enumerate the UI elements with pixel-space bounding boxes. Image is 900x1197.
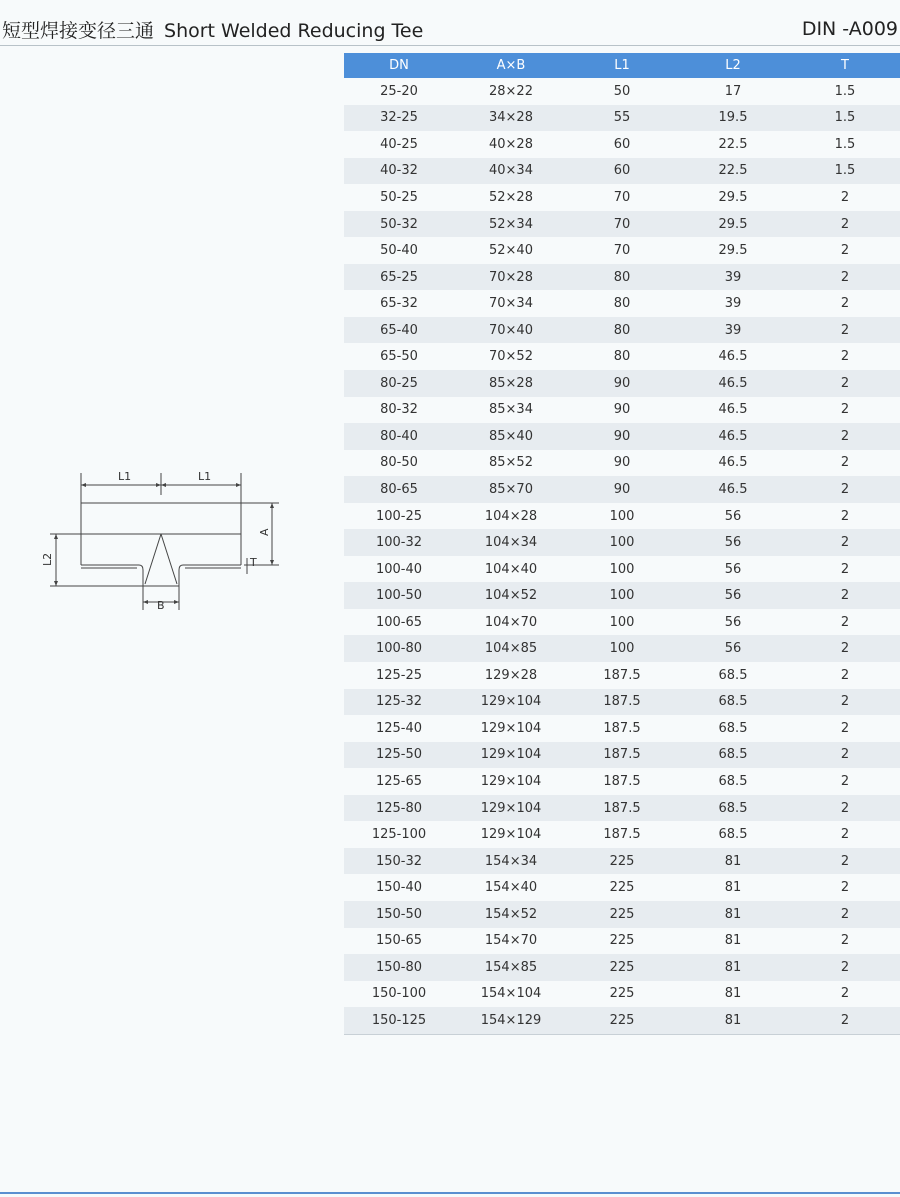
cell-t: 2: [790, 423, 900, 450]
table-row: [344, 768, 900, 795]
cell-axb: 104×70: [454, 609, 568, 636]
cell-dn: 40-25: [344, 131, 454, 158]
cell-l1: 90: [568, 423, 676, 450]
cell-l2: 19.5: [676, 105, 790, 132]
title-chinese: 短型焊接变径三通: [2, 20, 155, 42]
cell-t: 2: [790, 901, 900, 928]
cell-l2: 17: [676, 78, 790, 105]
cell-axb: 104×28: [454, 503, 568, 530]
cell-dn: 80-32: [344, 397, 454, 424]
cell-t: 1.5: [790, 158, 900, 185]
cell-l1: 187.5: [568, 715, 676, 742]
branch-weld-right: [161, 534, 177, 584]
cell-l1: 80: [568, 317, 676, 344]
cell-dn: 100-32: [344, 529, 454, 556]
cell-axb: 52×40: [454, 237, 568, 264]
cell-t: 2: [790, 1007, 900, 1034]
cell-dn: 40-32: [344, 158, 454, 185]
cell-axb: 129×104: [454, 715, 568, 742]
cell-axb: 129×104: [454, 689, 568, 716]
cell-l2: 81: [676, 874, 790, 901]
cell-axb: 154×52: [454, 901, 568, 928]
cell-dn: 125-50: [344, 742, 454, 769]
table-row: [344, 423, 900, 450]
cell-dn: 100-40: [344, 556, 454, 583]
table-row: [344, 981, 900, 1008]
cell-l1: 100: [568, 635, 676, 662]
cell-axb: 52×34: [454, 211, 568, 238]
table-row: [344, 264, 900, 291]
cell-l1: 90: [568, 370, 676, 397]
cell-axb: 85×28: [454, 370, 568, 397]
cell-t: 1.5: [790, 131, 900, 158]
cell-axb: 129×104: [454, 742, 568, 769]
table-row: [344, 662, 900, 689]
table-row: [344, 131, 900, 158]
cell-l1: 100: [568, 556, 676, 583]
cell-t: 2: [790, 874, 900, 901]
cell-axb: 52×28: [454, 184, 568, 211]
table-row: [344, 105, 900, 132]
cell-l1: 187.5: [568, 768, 676, 795]
cell-l2: 22.5: [676, 158, 790, 185]
cell-t: 1.5: [790, 78, 900, 105]
cell-axb: 85×34: [454, 397, 568, 424]
cell-axb: 154×129: [454, 1007, 568, 1034]
cell-l2: 81: [676, 901, 790, 928]
cell-l2: 29.5: [676, 237, 790, 264]
cell-l2: 29.5: [676, 211, 790, 238]
page-header: [0, 0, 900, 46]
cell-t: 2: [790, 503, 900, 530]
cell-l2: 46.5: [676, 450, 790, 477]
table-body: [344, 78, 900, 1034]
label-b: B: [157, 599, 165, 612]
cell-dn: 80-65: [344, 476, 454, 503]
cell-l2: 39: [676, 317, 790, 344]
cell-l1: 225: [568, 874, 676, 901]
cell-l1: 100: [568, 529, 676, 556]
table-row: [344, 954, 900, 981]
cell-t: 2: [790, 848, 900, 875]
cell-t: 2: [790, 184, 900, 211]
label-a: A: [258, 528, 271, 536]
cell-l2: 46.5: [676, 423, 790, 450]
cell-axb: 104×34: [454, 529, 568, 556]
label-l1-left: L1: [118, 470, 132, 483]
cell-dn: 150-65: [344, 928, 454, 955]
cell-t: 2: [790, 981, 900, 1008]
cell-l2: 56: [676, 582, 790, 609]
cell-t: 2: [790, 370, 900, 397]
cell-t: 2: [790, 211, 900, 238]
cell-dn: 100-50: [344, 582, 454, 609]
table-row: [344, 689, 900, 716]
cell-t: 2: [790, 556, 900, 583]
cell-l2: 56: [676, 635, 790, 662]
cell-l2: 56: [676, 556, 790, 583]
table-row: [344, 450, 900, 477]
table-row: [344, 476, 900, 503]
cell-t: 1.5: [790, 105, 900, 132]
col-header-dn: DN: [344, 53, 454, 78]
cell-l2: 81: [676, 928, 790, 955]
cell-dn: 80-40: [344, 423, 454, 450]
cell-t: 2: [790, 715, 900, 742]
cell-axb: 129×104: [454, 795, 568, 822]
cell-t: 2: [790, 476, 900, 503]
cell-l1: 70: [568, 211, 676, 238]
cell-dn: 125-80: [344, 795, 454, 822]
cell-l2: 68.5: [676, 821, 790, 848]
cell-dn: 80-25: [344, 370, 454, 397]
table-row: [344, 397, 900, 424]
cell-dn: 150-50: [344, 901, 454, 928]
cell-l1: 70: [568, 184, 676, 211]
cell-dn: 150-80: [344, 954, 454, 981]
table-row: [344, 211, 900, 238]
cell-axb: 129×104: [454, 821, 568, 848]
cell-dn: 50-25: [344, 184, 454, 211]
cell-t: 2: [790, 635, 900, 662]
cell-t: 2: [790, 742, 900, 769]
cell-dn: 65-25: [344, 264, 454, 291]
cell-l2: 46.5: [676, 397, 790, 424]
table-row: [344, 343, 900, 370]
page-title: [2, 16, 423, 43]
label-l1-right: L1: [198, 470, 212, 483]
cell-dn: 150-40: [344, 874, 454, 901]
cell-axb: 154×85: [454, 954, 568, 981]
table-row: [344, 503, 900, 530]
cell-axb: 40×34: [454, 158, 568, 185]
cell-l2: 46.5: [676, 370, 790, 397]
cell-t: 2: [790, 290, 900, 317]
cell-axb: 154×34: [454, 848, 568, 875]
cell-l1: 100: [568, 582, 676, 609]
cell-l2: 68.5: [676, 768, 790, 795]
cell-l2: 56: [676, 529, 790, 556]
cell-axb: 129×28: [454, 662, 568, 689]
table-row: [344, 290, 900, 317]
cell-axb: 104×52: [454, 582, 568, 609]
cell-axb: 154×40: [454, 874, 568, 901]
cell-l1: 187.5: [568, 689, 676, 716]
cell-l2: 81: [676, 981, 790, 1008]
cell-t: 2: [790, 821, 900, 848]
cell-l1: 187.5: [568, 821, 676, 848]
cell-l1: 225: [568, 981, 676, 1008]
table-row: [344, 609, 900, 636]
cell-axb: 129×104: [454, 768, 568, 795]
cell-dn: 65-32: [344, 290, 454, 317]
cell-dn: 125-100: [344, 821, 454, 848]
branch-right-wall: [179, 565, 183, 586]
table-header-row: [344, 53, 900, 78]
table-row: [344, 529, 900, 556]
label-t: T: [250, 556, 257, 569]
cell-t: 2: [790, 928, 900, 955]
header-divider: [0, 45, 900, 46]
cell-axb: 70×40: [454, 317, 568, 344]
table-row: [344, 715, 900, 742]
cell-l1: 90: [568, 476, 676, 503]
cell-l1: 187.5: [568, 662, 676, 689]
table-row: [344, 795, 900, 822]
cell-t: 2: [790, 795, 900, 822]
cell-t: 2: [790, 397, 900, 424]
cell-dn: 150-125: [344, 1007, 454, 1034]
cell-axb: 70×28: [454, 264, 568, 291]
cell-axb: 104×85: [454, 635, 568, 662]
cell-axb: 85×52: [454, 450, 568, 477]
cell-t: 2: [790, 317, 900, 344]
footer-divider: [0, 1192, 900, 1194]
cell-axb: 70×52: [454, 343, 568, 370]
table-row: [344, 742, 900, 769]
cell-l1: 187.5: [568, 795, 676, 822]
cell-l1: 90: [568, 450, 676, 477]
cell-l1: 100: [568, 609, 676, 636]
dimension-table: [344, 53, 900, 1035]
cell-l2: 56: [676, 609, 790, 636]
cell-t: 2: [790, 662, 900, 689]
cell-axb: 85×70: [454, 476, 568, 503]
cell-t: 2: [790, 343, 900, 370]
table-row: [344, 821, 900, 848]
cell-l1: 50: [568, 78, 676, 105]
product-code: DIN -A009: [801, 18, 898, 40]
cell-l2: 46.5: [676, 476, 790, 503]
tee-dimension-drawing: [36, 462, 286, 617]
cell-axb: 85×40: [454, 423, 568, 450]
table-row: [344, 874, 900, 901]
table-row: [344, 582, 900, 609]
cell-l2: 68.5: [676, 715, 790, 742]
table-row: [344, 237, 900, 264]
cell-l1: 225: [568, 1007, 676, 1034]
table-row: [344, 158, 900, 185]
cell-l1: 55: [568, 105, 676, 132]
cell-axb: 154×104: [454, 981, 568, 1008]
cell-l1: 60: [568, 131, 676, 158]
cell-dn: 100-25: [344, 503, 454, 530]
cell-l1: 80: [568, 290, 676, 317]
col-header-axb: A×B: [454, 53, 568, 78]
cell-l2: 81: [676, 1007, 790, 1034]
cell-l2: 46.5: [676, 343, 790, 370]
table-row: [344, 556, 900, 583]
label-l2: L2: [41, 552, 54, 566]
cell-l2: 68.5: [676, 662, 790, 689]
branch-weld-left: [145, 534, 161, 584]
cell-dn: 100-80: [344, 635, 454, 662]
title-english: Short Welded Reducing Tee: [164, 20, 424, 42]
cell-axb: 154×70: [454, 928, 568, 955]
cell-l2: 68.5: [676, 795, 790, 822]
cell-dn: 65-50: [344, 343, 454, 370]
col-header-t: T: [790, 53, 900, 78]
cell-t: 2: [790, 609, 900, 636]
table-row: [344, 848, 900, 875]
cell-l2: 81: [676, 954, 790, 981]
cell-l2: 56: [676, 503, 790, 530]
cell-dn: 80-50: [344, 450, 454, 477]
branch-left-wall: [139, 565, 143, 586]
col-header-l2: L2: [676, 53, 790, 78]
cell-t: 2: [790, 582, 900, 609]
cell-dn: 150-100: [344, 981, 454, 1008]
table-row: [344, 928, 900, 955]
cell-l2: 39: [676, 290, 790, 317]
cell-axb: 28×22: [454, 78, 568, 105]
cell-l2: 39: [676, 264, 790, 291]
cell-t: 2: [790, 954, 900, 981]
cell-l1: 80: [568, 343, 676, 370]
cell-l1: 70: [568, 237, 676, 264]
cell-l1: 100: [568, 503, 676, 530]
cell-l1: 90: [568, 397, 676, 424]
cell-axb: 70×34: [454, 290, 568, 317]
cell-l2: 81: [676, 848, 790, 875]
cell-dn: 32-25: [344, 105, 454, 132]
cell-dn: 50-32: [344, 211, 454, 238]
table-row: [344, 370, 900, 397]
cell-dn: 125-25: [344, 662, 454, 689]
cell-axb: 34×28: [454, 105, 568, 132]
cell-dn: 125-40: [344, 715, 454, 742]
cell-l2: 68.5: [676, 742, 790, 769]
cell-dn: 65-40: [344, 317, 454, 344]
cell-dn: 125-65: [344, 768, 454, 795]
cell-dn: 125-32: [344, 689, 454, 716]
cell-dn: 100-65: [344, 609, 454, 636]
table-row: [344, 317, 900, 344]
cell-l2: 68.5: [676, 689, 790, 716]
cell-dn: 150-32: [344, 848, 454, 875]
cell-t: 2: [790, 450, 900, 477]
table-row: [344, 635, 900, 662]
table-row: [344, 1007, 900, 1034]
cell-axb: 104×40: [454, 556, 568, 583]
cell-dn: 50-40: [344, 237, 454, 264]
cell-t: 2: [790, 237, 900, 264]
cell-l1: 80: [568, 264, 676, 291]
cell-l1: 225: [568, 954, 676, 981]
cell-t: 2: [790, 689, 900, 716]
cell-l2: 22.5: [676, 131, 790, 158]
cell-t: 2: [790, 768, 900, 795]
table-row: [344, 78, 900, 105]
cell-l2: 29.5: [676, 184, 790, 211]
cell-l1: 60: [568, 158, 676, 185]
cell-t: 2: [790, 264, 900, 291]
cell-dn: 25-20: [344, 78, 454, 105]
cell-l1: 225: [568, 901, 676, 928]
cell-axb: 40×28: [454, 131, 568, 158]
col-header-l1: L1: [568, 53, 676, 78]
table-row: [344, 184, 900, 211]
cell-l1: 225: [568, 928, 676, 955]
cell-l1: 187.5: [568, 742, 676, 769]
cell-t: 2: [790, 529, 900, 556]
table-row: [344, 901, 900, 928]
cell-l1: 225: [568, 848, 676, 875]
